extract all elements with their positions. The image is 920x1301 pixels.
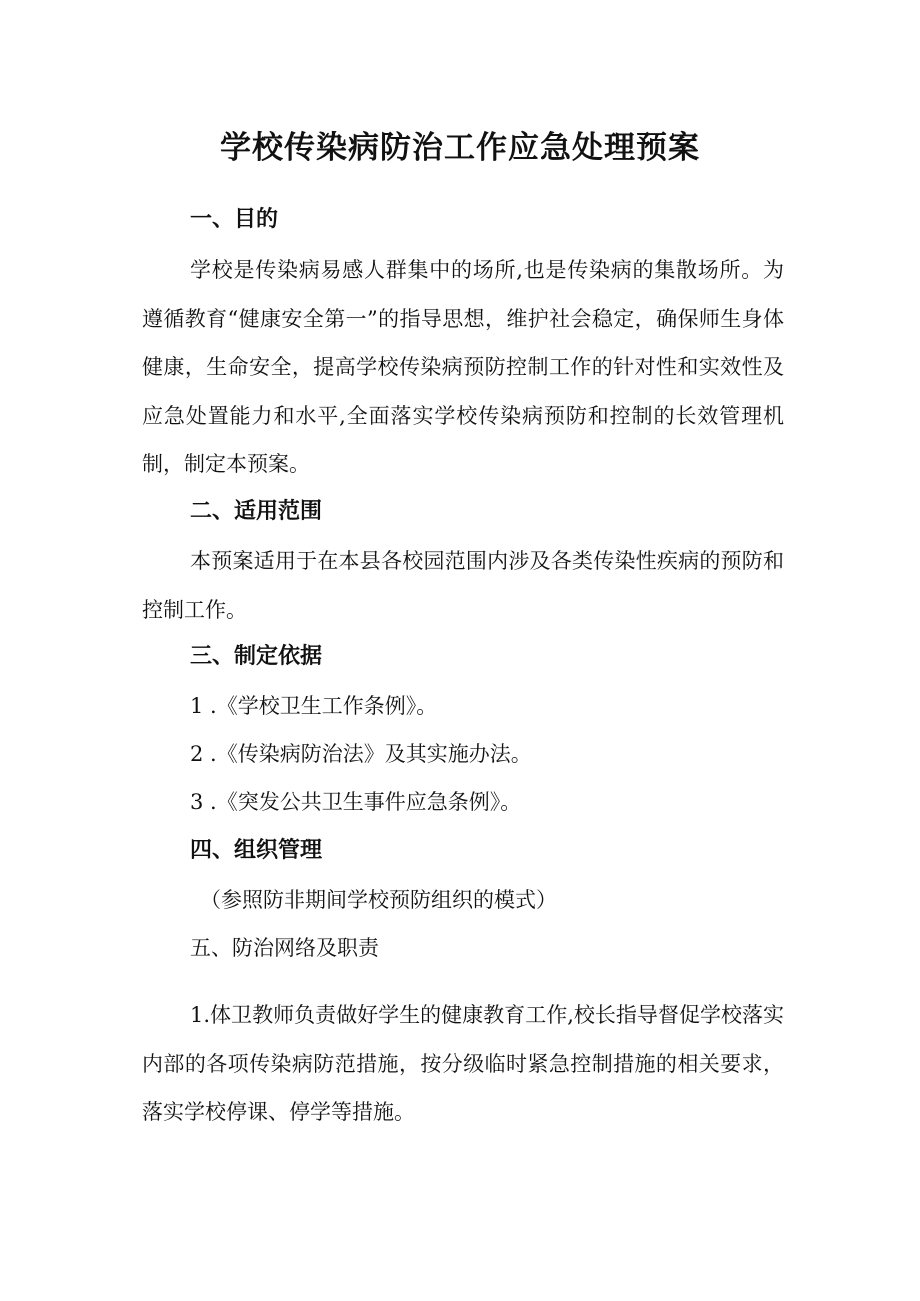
basis-item-1: 1 .《学校卫生工作条例》。	[190, 694, 438, 718]
document-title: 学校传染病防治工作应急处理预案	[220, 130, 700, 166]
organization-note: （参照防非期间学校预防组织的模式）	[200, 888, 557, 912]
section-body-purpose: 学校是传染病易感人群集中的场所,也是传染病的集散场所。为遵循教育“健康安全第一”的指导思想，维护社会稳定，确保师生身体健康，生命安全，提高学校传染病预防控制工作的针对性和实效性及应急处置能力和水平,全面落实学校传染病预防和控制的长效管理机制，制定本预案。	[142, 258, 784, 477]
section-heading-organization: 四、组织管理	[190, 838, 323, 863]
section-heading-purpose: 一、目的	[190, 207, 279, 232]
basis-item-3: 3 .《突发公共卫生事件应急条例》。	[190, 790, 522, 814]
section-heading-network: 五、防治网络及职责	[190, 936, 379, 960]
basis-item-2: 2 .《传染病防治法》及其实施办法。	[190, 742, 532, 766]
section-heading-basis: 三、制定依据	[190, 644, 323, 669]
section-body-scope: 本预案适用于在本县各校园范围内涉及各类传染性疾病的预防和控制工作。	[142, 549, 784, 622]
network-item-1: 1.体卫教师负责做好学生的健康教育工作,校长指导督促学校落实内部的各项传染病防范措施，按分级临时紧急控制措施的相关要求，落实学校停课、停学等措施。	[142, 1003, 784, 1125]
section-heading-scope: 二、适用范围	[190, 499, 323, 524]
